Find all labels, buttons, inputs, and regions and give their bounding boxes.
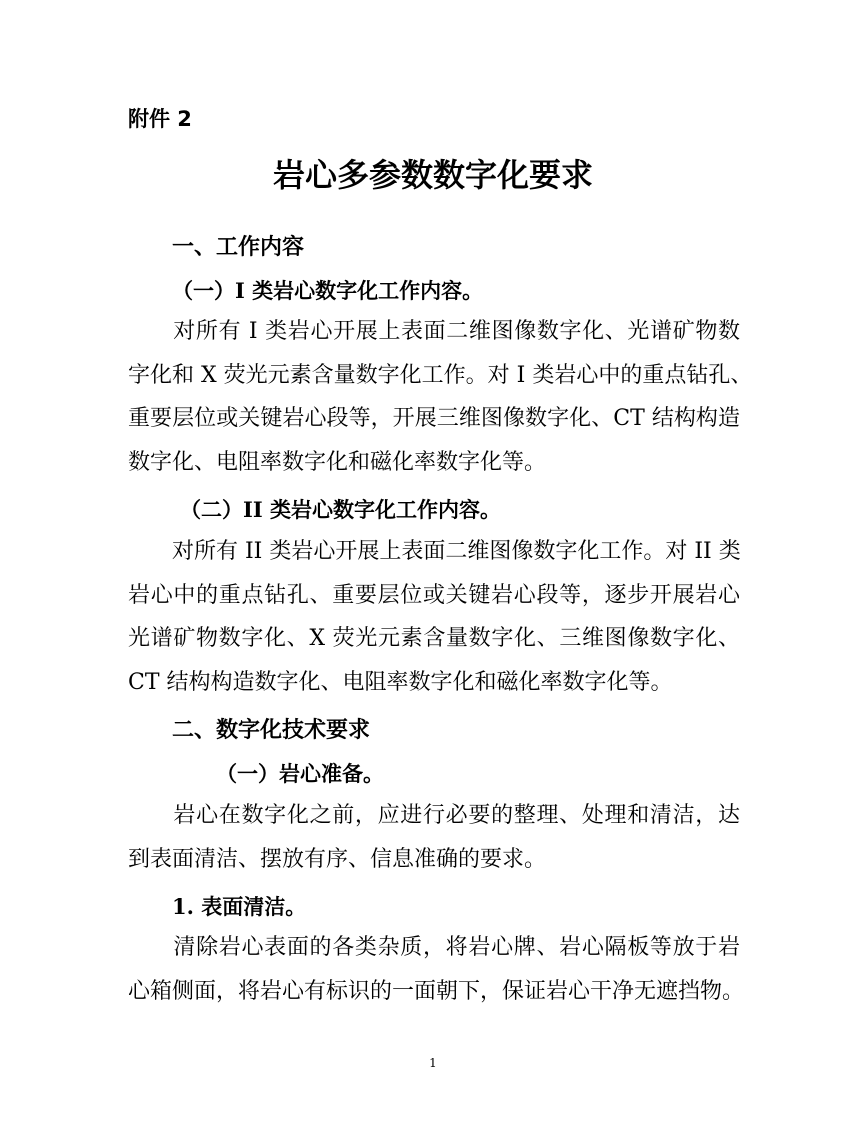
paragraph-line: 对所有 II 类岩心开展上表面二维图像数字化工作。对 II 类 — [128, 539, 741, 564]
paragraph-line: 重要层位或关键岩心段等，开展三维图像数字化、CT 结构构造 — [128, 406, 740, 431]
paragraph-line: 光谱矿物数字化、X 荧光元素含量数字化、三维图像数字化、 — [128, 626, 740, 651]
attachment-label: 附件 2 — [128, 107, 192, 131]
section-2-item-1-heading: 1. 表面清洁。 — [172, 894, 307, 919]
section-1-sub-2-heading: （二）II 类岩心数字化工作内容。 — [180, 497, 501, 522]
paragraph-line: 岩心在数字化之前，应进行必要的整理、处理和清洁，达 — [128, 803, 740, 828]
section-2-item-1-paragraph — [128, 926, 745, 1013]
document-title: 岩心多参数数字化要求 — [272, 156, 593, 194]
section-2-heading: 二、数字化技术要求 — [172, 718, 371, 743]
paragraph-line: 岩心中的重点钻孔、重要层位或关键岩心段等，逐步开展岩心 — [128, 582, 740, 608]
section-1-sub-1-paragraph — [128, 310, 753, 484]
paragraph-line: 字化和 X 荧光元素含量数字化工作。对 I 类岩心中的重点钻孔、 — [128, 362, 753, 388]
paragraph-line: 数字化、电阻率数字化和磁化率数字化等。 — [128, 449, 547, 475]
paragraph-line: 到表面清洁、摆放有序、信息准确的要求。 — [128, 846, 547, 872]
paragraph-line: 心箱侧面，将岩心有标识的一面朝下，保证岩心干净无遮挡物。 — [128, 978, 745, 1004]
paragraph-line: 对所有 I 类岩心开展上表面二维图像数字化、光谱矿物数 — [128, 319, 740, 344]
section-1-heading: 一、工作内容 — [172, 235, 305, 260]
section-2-sub-1-paragraph — [128, 794, 740, 881]
paragraph-line: 清除岩心表面的各类杂质，将岩心牌、岩心隔板等放于岩 — [128, 935, 740, 960]
section-1-sub-1-heading: （一）I 类岩心数字化工作内容。 — [172, 278, 484, 303]
paragraph-line: CT 结构构造数字化、电阻率数字化和磁化率数字化等。 — [128, 669, 673, 695]
page-number: 1 — [429, 1056, 437, 1070]
section-1-sub-2-paragraph — [128, 530, 740, 704]
section-2-sub-1-heading: （一）岩心准备。 — [216, 761, 384, 786]
